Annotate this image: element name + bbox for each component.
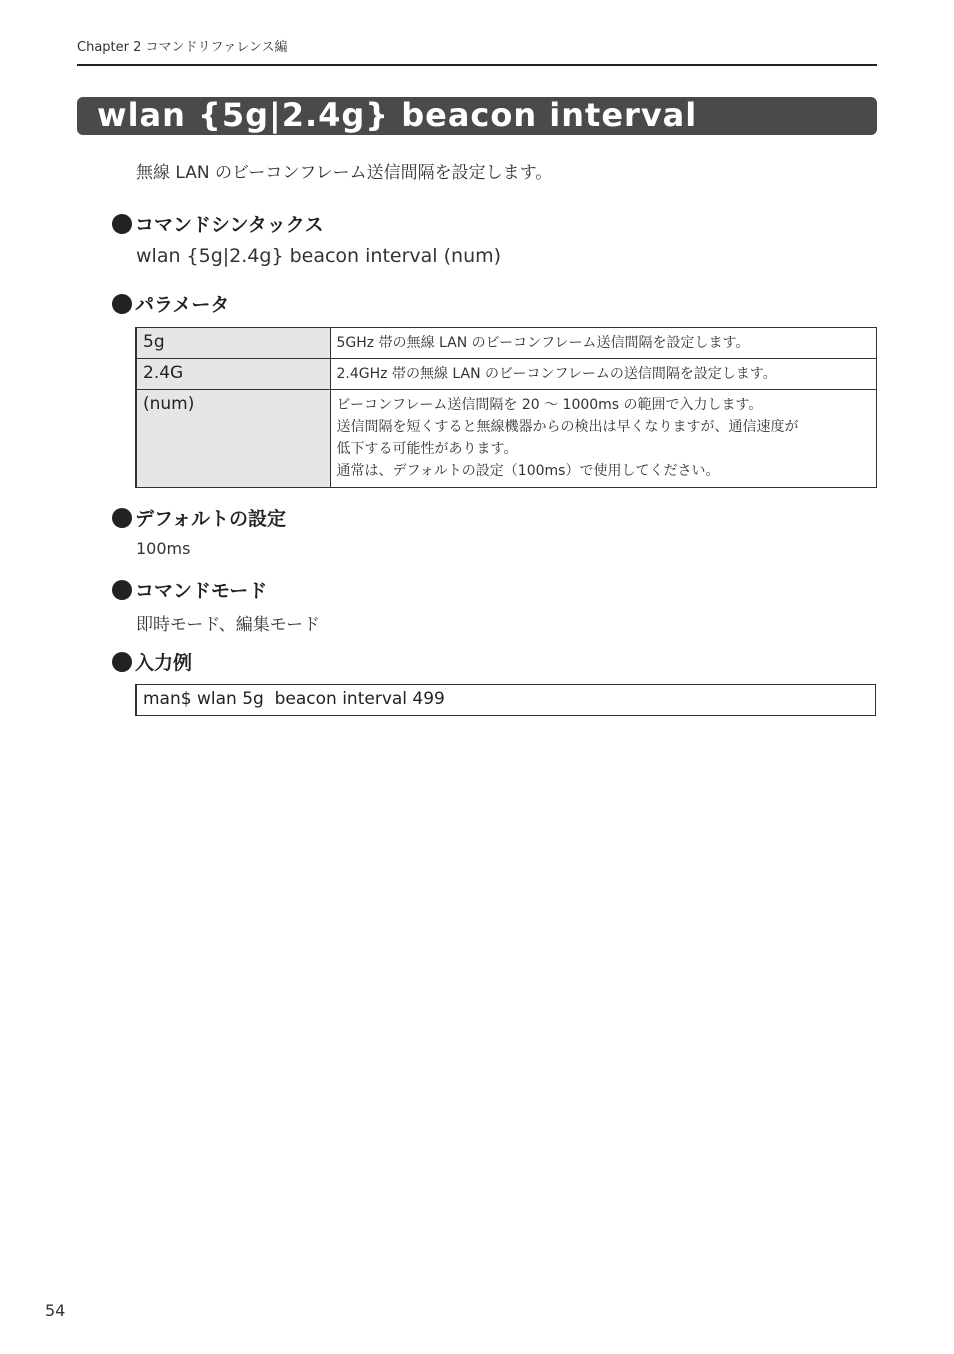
param-name: 2.4G (136, 359, 330, 390)
bullet-icon (112, 214, 132, 234)
default-value: 100ms (136, 539, 191, 558)
table-row (136, 390, 877, 488)
param-description-line: 通常は、デフォルトの設定（100ms）で使用してください。 (336, 463, 720, 479)
section-heading-label: 入力例 (135, 652, 193, 674)
section-heading-syntax (112, 210, 324, 237)
syntax-text: wlan {5g|2.4g} beacon interval (num) (136, 245, 502, 267)
param-description (330, 359, 877, 390)
param-description-line: 低下する可能性があります。 (336, 441, 518, 457)
example-box: man$ wlan 5g beacon interval 499 (135, 684, 876, 716)
bullet-icon (112, 294, 132, 314)
param-name: 5g (136, 328, 330, 359)
param-description (330, 328, 877, 359)
bullet-icon (112, 508, 132, 528)
running-header: Chapter 2 コマンドリファレンス編 (77, 40, 288, 55)
table-row (136, 328, 877, 359)
section-heading-mode (112, 576, 267, 603)
bullet-icon (112, 652, 132, 672)
table-row (136, 359, 877, 390)
command-description: 無線 LAN のビーコンフレーム送信間隔を設定します。 (136, 163, 553, 183)
bullet-icon (112, 580, 132, 600)
title-bar (77, 97, 877, 135)
page-number: 54 (45, 1301, 66, 1320)
parameter-table (135, 327, 877, 488)
page-title: wlan {5g|2.4g} beacon interval (97, 96, 698, 134)
param-description-line: 5GHz 帯の無線 LAN のビーコンフレーム送信間隔を設定します。 (336, 335, 750, 351)
param-description-line: ビーコンフレーム送信間隔を 20 〜 1000ms の範囲で入力します。 (336, 397, 763, 413)
param-description (330, 390, 877, 488)
param-description-line: 2.4GHz 帯の無線 LAN のビーコンフレームの送信間隔を設定します。 (336, 366, 777, 382)
section-heading-label: パラメータ (135, 294, 230, 316)
section-heading-default (112, 504, 286, 531)
header-rule (77, 64, 877, 66)
section-heading-label: コマンドモード (135, 580, 268, 602)
param-name: (num) (136, 390, 330, 488)
command-mode-text: 即時モード、編集モード (136, 615, 321, 635)
section-heading-example (112, 648, 192, 675)
section-heading-label: コマンドシンタックス (135, 214, 324, 236)
section-heading-label: デフォルトの設定 (135, 508, 287, 530)
section-heading-parameters (112, 290, 229, 317)
param-description-line: 送信間隔を短くすると無線機器からの検出は早くなりますが、通信速度が (336, 419, 799, 435)
